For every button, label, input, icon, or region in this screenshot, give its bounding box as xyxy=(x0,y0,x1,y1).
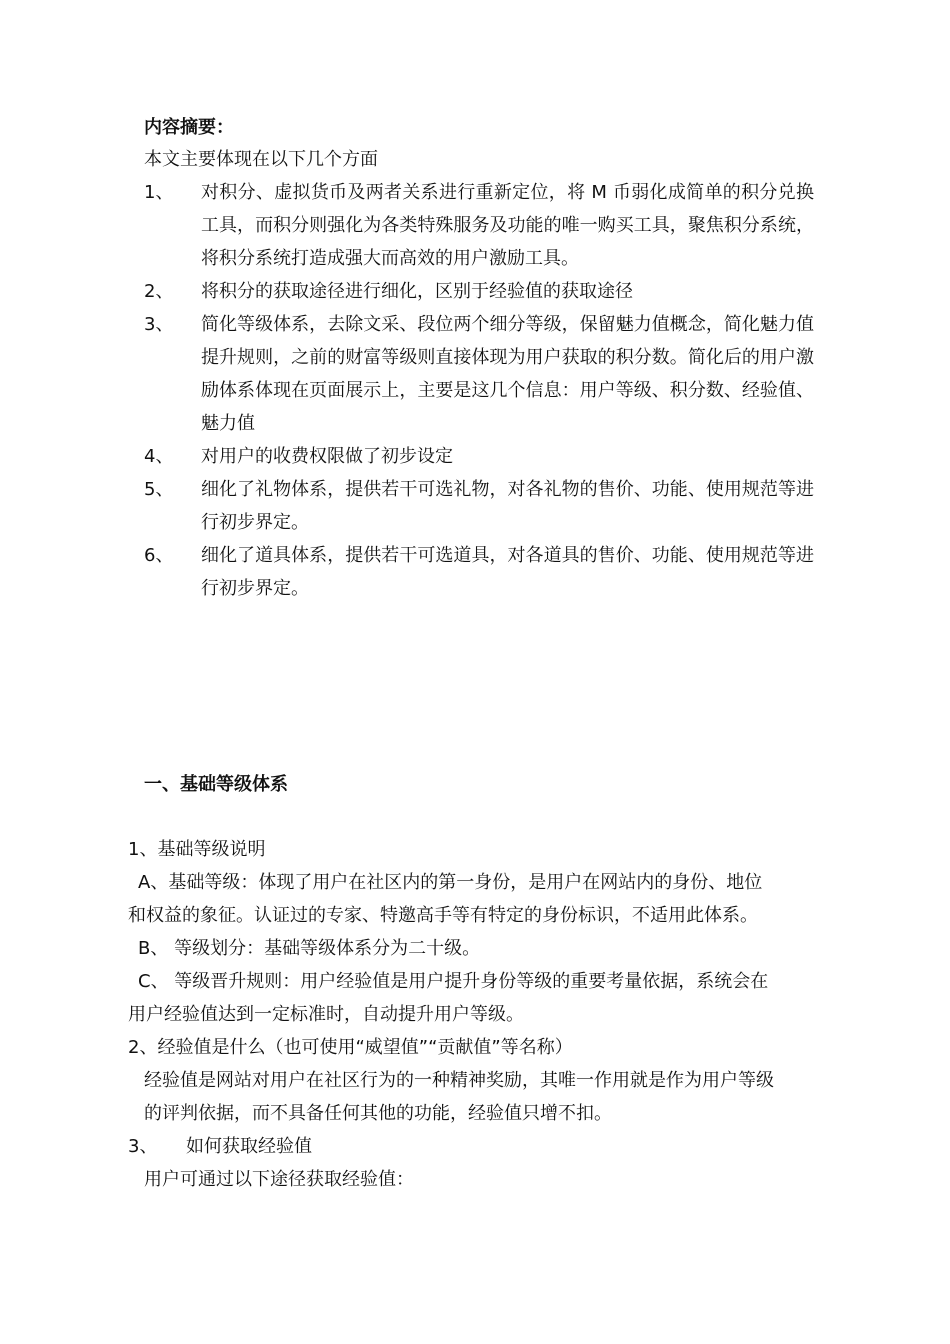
summary-item-3 xyxy=(144,308,824,440)
paragraph-c-line-2: 用户经验值达到一定标准时，自动提升用户等级。 xyxy=(128,1004,524,1025)
item-number: 4、 xyxy=(144,446,174,467)
summary-item-1 xyxy=(144,176,824,275)
summary-item-5 xyxy=(144,473,824,539)
paragraph-b: B、 等级划分：基础等级体系分为二十级。 xyxy=(138,938,481,959)
summary-item-2 xyxy=(144,275,824,308)
exp-paragraph-line-1: 经验值是网站对用户在社区行为的一种精神奖励，其唯一作用就是作为用户等级 xyxy=(144,1070,774,1091)
item-text: 细化了礼物体系，提供若干可选礼物，对各礼物的售价、功能、使用规范等进行初步界定。 xyxy=(201,479,814,533)
paragraph-c-line-1: C、 等级晋升规则：用户经验值是用户提升身份等级的重要考量依据，系统会在 xyxy=(138,971,769,992)
subsection-3-heading: 如何获取经验值 xyxy=(186,1136,312,1157)
section-title: 一、基础等级体系 xyxy=(144,774,288,795)
item-number: 3、 xyxy=(144,314,174,335)
item-text: 简化等级体系，去除文采、段位两个细分等级，保留魅力值概念，简化魅力值提升规则，之前的财富等级则直接体现为用户获取的积分数。简化后的用户激励体系体现在页面展示上，主要是这几个信息：用户等级、积分数、经验值、魅力值 xyxy=(201,314,814,434)
subsection-3-number: 3、 xyxy=(128,1136,158,1157)
item-text: 细化了道具体系，提供若干可选道具，对各道具的售价、功能、使用规范等进行初步界定。 xyxy=(201,545,814,599)
paragraph-a-line-2: 和权益的象征。认证过的专家、特邀高手等有特定的身份标识，不适用此体系。 xyxy=(128,905,758,926)
summary-item-6 xyxy=(144,539,824,605)
item-text: 将积分的获取途径进行细化，区别于经验值的获取途径 xyxy=(201,281,633,302)
item-number: 2、 xyxy=(144,281,174,302)
item-number: 1、 xyxy=(144,182,174,203)
exp-paragraph-line-2: 的评判依据，而不具备任何其他的功能，经验值只增不扣。 xyxy=(144,1103,612,1124)
paragraph-a-line-1: A、基础等级：体现了用户在社区内的第一身份，是用户在网站内的身份、地位 xyxy=(138,872,763,893)
howto-line: 用户可通过以下途径获取经验值： xyxy=(144,1169,414,1190)
item-number: 5、 xyxy=(144,479,174,500)
summary-intro: 本文主要体现在以下几个方面 xyxy=(144,149,378,170)
item-text: 对用户的收费权限做了初步设定 xyxy=(201,446,453,467)
summary-heading: 内容摘要： xyxy=(144,117,234,138)
summary-item-4 xyxy=(144,440,824,473)
subsection-1-heading: 1、基础等级说明 xyxy=(128,839,266,860)
item-text: 对积分、虚拟货币及两者关系进行重新定位，将 M 币弱化成简单的积分兑换工具，而积分则强化为各类特殊服务及功能的唯一购买工具，聚焦积分系统，将积分系统打造成强大而高效的用户激励工具。 xyxy=(201,182,814,269)
subsection-2-heading: 2、经验值是什么（也可使用“威望值”“贡献值”等名称） xyxy=(128,1037,573,1058)
item-number: 6、 xyxy=(144,545,174,566)
